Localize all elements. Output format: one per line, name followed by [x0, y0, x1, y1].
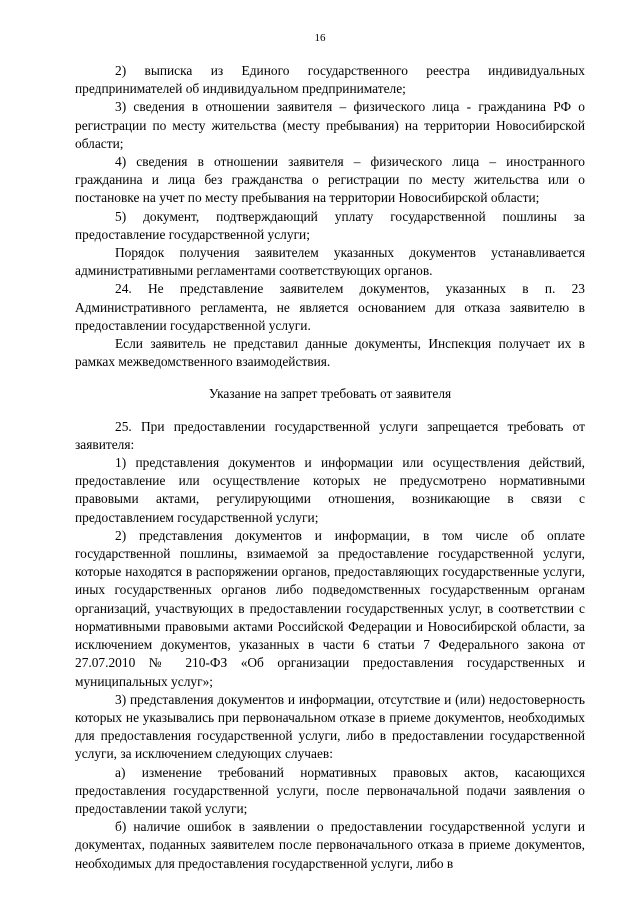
paragraph-25: 25. При предоставлении государственной услуги запрещается требовать от заявителя:	[75, 418, 585, 452]
paragraph-25-item-1: 1) представления документов и информации или осуществления действий, предоставление или осуществление которых не предусмотрено нормативными правовыми актами, регулирующими отношения, возникающие в связи с предоставлением государственной услуги;	[75, 455, 585, 525]
paragraph-item-3: 3) сведения в отношении заявителя – физического лица - гражданина РФ о регистрации по месту жительства (месту пребывания) на территории Новосибирской области;	[75, 99, 585, 151]
paragraph-interagency: Если заявитель не представил данные документы, Инспекция получает их в рамках межведомственного взаимодействия.	[75, 336, 585, 370]
paragraph-item-4: 4) сведения в отношении заявителя – физического лица – иностранного гражданина и лица без гражданства о регистрации по месту жительства или о постановке на учет по месту пребывания на территории Новосибирской области;	[75, 154, 585, 206]
page-number: 16	[314, 32, 326, 44]
paragraph-item-5: 5) документ, подтверждающий уплату государственной пошлины за предоставление государственной услуги;	[75, 208, 585, 242]
paragraph-25-item-3: 3) представления документов и информации, отсутствие и (или) недостоверность которых не указывались при первоначальном отказе в приеме документов, необходимых для предоставления государственной услуги, либо в предоставлении государственной услуги, за исключением следующих случаев:	[75, 691, 585, 762]
section-heading: Указание на запрет требовать от заявителя	[208, 386, 452, 402]
paragraph-item-2: 2) выписка из Единого государственного реестра индивидуальных предпринимателей об индивидуальном предпринимателе;	[75, 63, 585, 97]
paragraph-24: 24. Не представление заявителем документов, указанных в п. 23 Административного регламента, не является основанием для отказа заявителю в предоставлении государственной услуги.	[75, 281, 585, 333]
paragraph-25-subitem-b: б) наличие ошибок в заявлении о предоставлении государственной услуги и документах, поданных заявителем после первоначального отказа в приеме документов, необходимых для предоставления государственной услуги, либо в	[75, 819, 585, 871]
page-content	[75, 62, 585, 873]
paragraph-25-subitem-a: а) изменение требований нормативных правовых актов, касающихся предоставления государственной услуги, после первоначальной подачи заявления о предоставлении такой услуги;	[75, 764, 585, 816]
paragraph-procedure: Порядок получения заявителем указанных документов устанавливается административными регламентами соответствующих органов.	[75, 245, 585, 279]
paragraph-25-item-2: 2) представления документов и информации, в том числе об оплате государственной пошлины, взимаемой за предоставление государственной услуги, которые находятся в распоряжении органов, предоставляющих государственные услуги, иных государственных органов либо подведомственных государственным органам организаций, участвующих в предоставлении государственных услуг, в соответствии с нормативными правовыми актами Российской Федерации и Новосибирской области, за исключением документов, указанных в части 6 статьи 7 Федерального закона от 27.07.2010 № 210-ФЗ «Об организации предоставления государственных и муниципальных услуг»;	[75, 527, 585, 689]
